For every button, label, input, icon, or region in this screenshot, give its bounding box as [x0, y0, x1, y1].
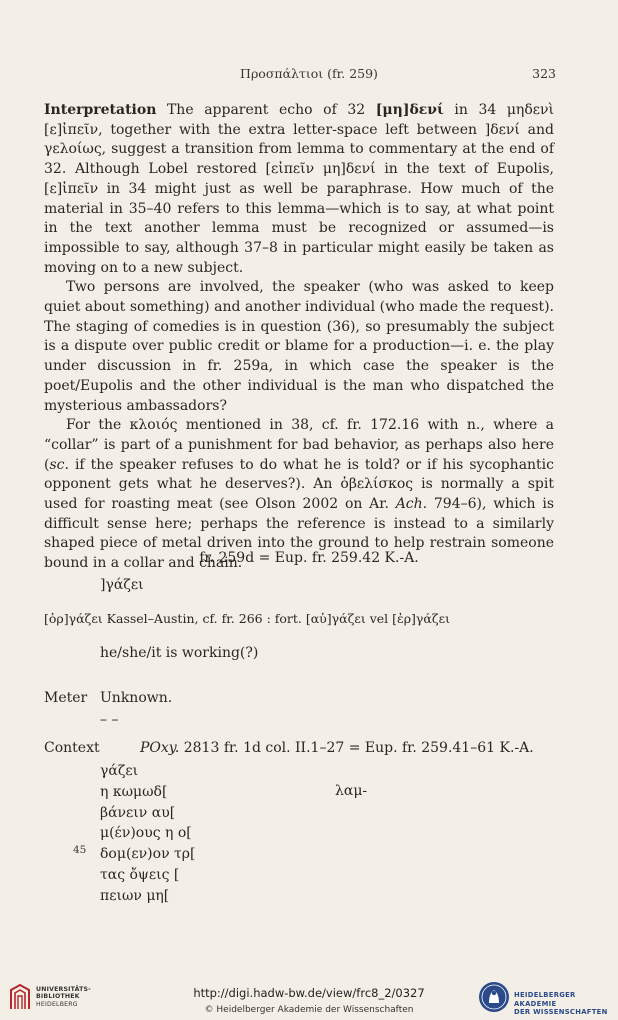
running-head	[0, 66, 618, 84]
interpretation-p3-b: if the speaker refuses to do what he is told? or if his sycophantic opponent gets what he deserves?). An ὀβελίσκος is normally a spit used for roasting meat (see Olson 2002 on Ar.	[44, 456, 554, 513]
fragment-text: ]γάζει	[100, 577, 144, 593]
meter-value: Unknown.	[100, 690, 173, 706]
interpretation-p3-sc: sc.	[49, 456, 69, 473]
interpretation-p1-b: in 34 μηδενὶ [ε]ἰπεῖν, together with the extra letter-space left between ]δενί and γελοίως, suggest a transition from lemma to commentary at the end of 32. Although Lobel restored [εἰπεῖν μη]δενί in the text of Eupolis, [ε]ἰπεῖν in 34 might just as well be paraphrase. How much of the material in 35–40 refers to this lemma—which is to say, at what point in the text another lemma must be recognized or assumed—is impossible to say, although 37–8 in particular might easily be taken as moving on to a new subject.	[44, 102, 555, 276]
papyrus-line: βάνειν αυ[	[100, 804, 176, 821]
academy-logo[interactable]	[478, 981, 618, 1017]
academy-name	[514, 991, 618, 1017]
interpretation-paragraph-1	[44, 101, 554, 278]
interpretation-p1-a: The apparent echo of 32	[156, 102, 376, 118]
papyrus-line: δομ(εν)ον τρ[	[100, 846, 196, 863]
academy-name-line-2: DER WISSENSCHAFTEN	[514, 1008, 608, 1016]
papyrus-right-fragment: λαμ-	[335, 783, 368, 799]
copyright-notice: © Heidelberger Akademie der Wissenschaften	[204, 1005, 414, 1015]
line-number: 45	[73, 844, 87, 856]
papyrus-line: μ(έν)ους η ο[	[100, 825, 192, 842]
interpretation-label: Interpretation	[44, 102, 157, 118]
context-source: POxy.	[140, 740, 180, 756]
papyrus-line: πειων μη[	[100, 887, 170, 904]
context-reference	[140, 740, 534, 756]
interpretation-p3-a: For the κλοιός mentioned in 38, cf. fr. 172.16 with n., where a “collar” is part of a punishment for bad behavior, as perhaps also here (	[44, 417, 554, 473]
interpretation-p3-ach: Ach.	[395, 496, 428, 513]
meter-scansion: – –	[100, 712, 119, 728]
interpretation-p1-bold: [μη]δενί	[375, 102, 444, 118]
fragment-translation: he/she/it is working(?)	[100, 645, 259, 661]
papyrus-line: η κωμωδ[	[100, 783, 168, 800]
permalink-url[interactable]: http://digi.hadw-bw.de/view/frc8_2/0327	[193, 986, 425, 1000]
interpretation-section	[44, 101, 554, 574]
uni-name-line-1: UNIVERSITÄTS-	[36, 986, 91, 993]
context-label: Context	[44, 740, 100, 756]
uni-name-line-2: BIBLIOTHEK	[36, 993, 80, 1001]
context-reference-text: 2813 fr. 1d col. II.1–27 = Eup. fr. 259.41–61 K.-A.	[179, 740, 534, 756]
interpretation-p3-c: 794–6), which is difficult sense here; perhaps the reference is instead to a similarly shaped piece of metal driven into the ground to help restrain someone bound in a collar and chain.	[44, 496, 555, 572]
uni-name-line-3: HEIDELBERG	[36, 1000, 78, 1008]
academy-name-line-1: HEIDELBERGER AKADEMIE	[514, 991, 576, 1008]
page-number: 323	[532, 66, 556, 81]
running-head-title: Προσπάλτιοι (fr. 259)	[240, 66, 378, 81]
academy-seal-icon	[478, 981, 510, 1013]
interpretation-paragraph-2: Two persons are involved, the speaker (who was asked to keep quiet about something) and another individual (who made the request). The staging of comedies is in question (36), so presumably the subject is a dispute over public credit or blame for a production—i. e. the play under discussion in fr. 259a, in which case the speaker is the poet/Eupolis and the other individual is the man who dispatched the mysterious ambassadors?	[44, 279, 554, 414]
fragment-heading: fr. 259d = Eup. fr. 259.42 K.-A.	[199, 550, 419, 566]
papyrus-text	[100, 761, 195, 907]
papyrus-line: τας ὄψεις [	[100, 866, 180, 883]
papyrus-line: γάζει	[100, 763, 139, 779]
meter-label: Meter	[44, 690, 88, 706]
apparatus-criticus: [ὀρ]γάζει Kassel–Austin, cf. fr. 266 : fort. [αὐ]γάζει vel [ἐρ]γάζει	[44, 611, 450, 626]
